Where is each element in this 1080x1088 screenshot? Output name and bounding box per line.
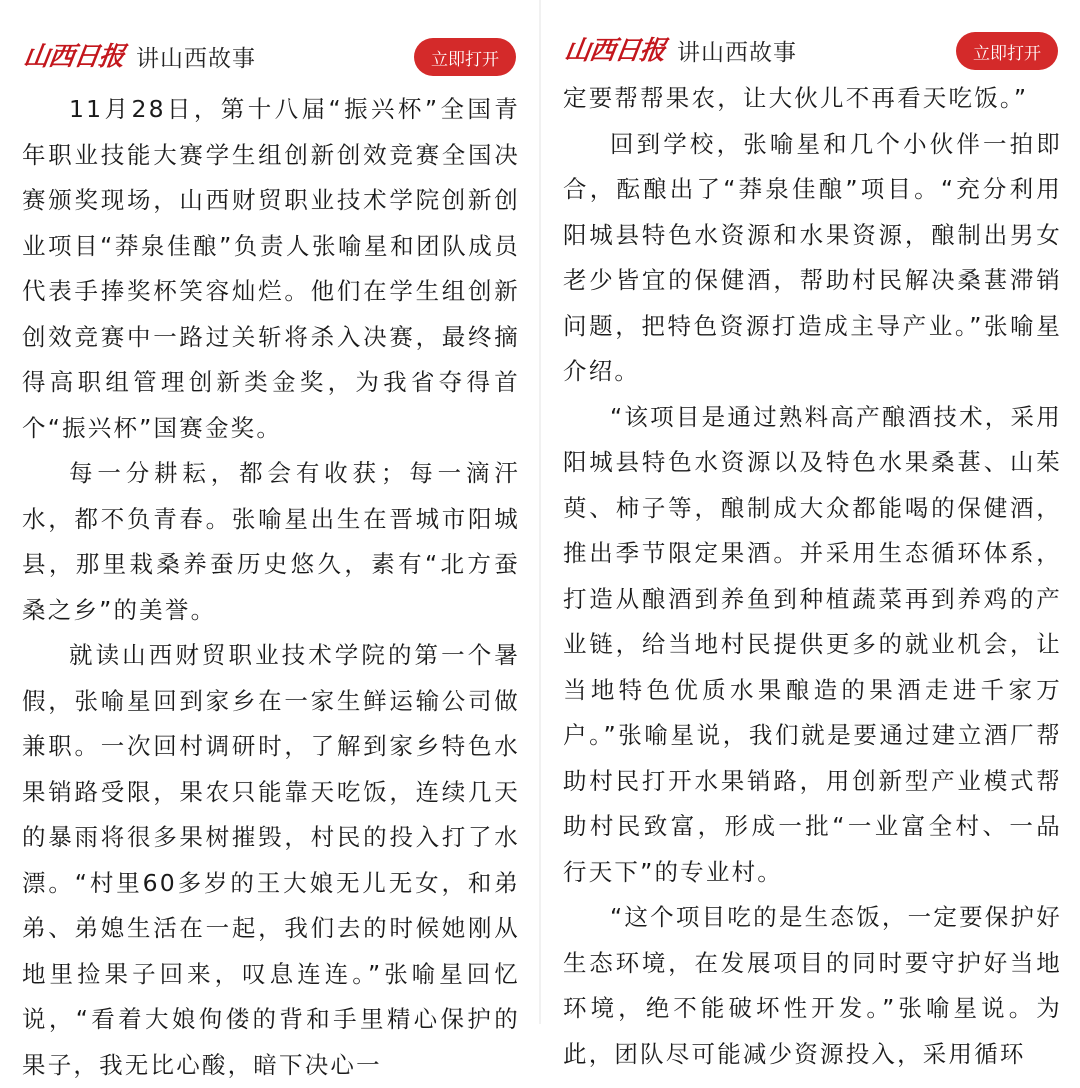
banner-tagline: 讲山西故事	[136, 46, 256, 72]
left-article-panel[interactable]	[0, 0, 538, 1079]
article-paragraph: “这个项目吃的是生态饭，一定要保护好生态环境，在发展项目的同时要守护好当地环境，绝不能破坏性开发。”张喻星说。为此，团队尽可能减少资源投入，采用循环	[563, 903, 1062, 1068]
article-body	[22, 87, 520, 1088]
open-app-button[interactable]: 立即打开	[956, 32, 1058, 70]
article-paragraph: “该项目是通过熟料高产酿酒技术，采用阳城县特色水资源以及特色水果桑葚、山茱萸、柿子等，酿制成大众都能喝的保健酒，推出季节限定果酒。并采用生态循环体系，打造从酿酒到养鱼到种植蔬菜再到养鸡的产业链，给当地村民提供更多的就业机会，让当地特色优质水果酿造的果酒走进千家万户。”张喻星说，我们就是要通过建立酒厂帮助村民打开水果销路，用创新型产业模式帮助村民致富，形成一批“一业富全村、一品行天下”的专业村。	[563, 402, 1062, 886]
article-paragraph: 11月28日，第十八届“振兴杯”全国青年职业技能大赛学生组创新创效竞赛全国决赛颁奖现场，山西财贸职业技术学院创新创业项目“莽泉佳酿”负责人张喻星和团队成员代表手捧奖杯笑容灿烂。他们在学生组创新创效竞赛中一路过关斩将杀入决赛，最终摘得高职组管理创新类金奖，为我省夺得首个“振兴杯”国赛金奖。	[22, 95, 520, 442]
app-banner	[0, 26, 538, 86]
article-paragraph-continued: 定要帮帮果农，让大伙儿不再看天吃饭。”	[563, 84, 1029, 112]
article-paragraph: 回到学校，张喻星和几个小伙伴一拍即合，酝酿出了“莽泉佳酿”项目。“充分利用阳城县特色水资源和水果资源，酿制出男女老少皆宜的保健酒，帮助村民解决桑葚滞销问题，把特色资源打造成主导产业。”张喻星介绍。	[563, 129, 1062, 385]
banner-tagline: 讲山西故事	[677, 40, 797, 66]
article-paragraph: 每一分耕耘，都会有收获；每一滴汗水，都不负青春。张喻星出生在晋城市阳城县，那里栽桑养蚕历史悠久，素有“北方蚕桑之乡”的美誉。	[22, 459, 520, 624]
right-article-panel[interactable]	[541, 0, 1080, 1068]
shanxi-daily-logo: 山西日报	[21, 42, 126, 72]
open-app-button[interactable]: 立即打开	[414, 38, 516, 76]
article-paragraph: 就读山西财贸职业技术学院的第一个暑假，张喻星回到家乡在一家生鲜运输公司做兼职。一次回村调研时，了解到家乡特色水果销路受限，果农只能靠天吃饭，连续几天的暴雨将很多果树摧毁，村民的投入打了水漂。“村里60多岁的王大娘无儿无女，和弟弟、弟媳生活在一起，我们去的时候她刚从地里捡果子回来，叹息连连。”张喻星回忆说，“看着大娘佝偻的背和手里精心保护的果子，我无比心酸，暗下决心一	[22, 641, 520, 1079]
shanxi-daily-logo: 山西日报	[562, 36, 667, 66]
article-body	[563, 76, 1062, 1077]
